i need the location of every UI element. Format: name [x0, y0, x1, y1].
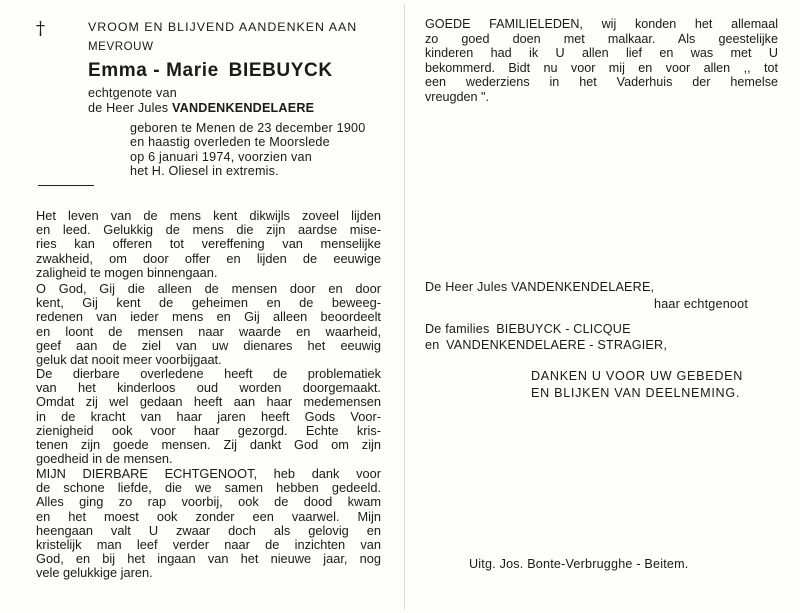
- text-line: vreugden ".: [425, 89, 489, 104]
- families-line-1: [425, 322, 631, 337]
- bio-line: het H. Oliesel in extremis.: [130, 164, 279, 179]
- bio-line: en haastig overleden te Moorslede: [130, 135, 330, 150]
- printer-credit: Uitg. Jos. Bonte-Verbrugghe - Beitem.: [469, 557, 689, 571]
- text-line: goedheid in de mensen.: [36, 451, 173, 467]
- text-line: kinderen had ik U allen lief en was met U: [425, 46, 778, 61]
- card-fold-line: [404, 4, 405, 609]
- text-line: God, en bij het ingaan van het nieuwe jaar, nog: [36, 551, 381, 567]
- text-line: GOEDE FAMILIELEDEN, wij konden het allemaal: [425, 17, 778, 31]
- text-line: zaligheid te mogen binnengaan.: [36, 264, 218, 280]
- text-line: De dierbare overledene heeft de problematiek: [36, 366, 381, 381]
- text-line: en het moest ook zonder een vaarwel. Mijn: [36, 508, 381, 524]
- deceased-first-name: Emma - Marie: [88, 60, 219, 81]
- text-line: Alles ging zo rap voorbij, ook de dood kwam: [36, 494, 381, 510]
- spouse-prefix: de Heer Jules: [88, 101, 169, 115]
- text-line: geluk dat nooit meer voorbijgaat.: [36, 352, 222, 368]
- divider: [38, 185, 94, 186]
- text-line: heengaan valt U zwaar doch als gelovig en: [36, 522, 381, 538]
- thanks-line-2: EN BLIJKEN VAN DEELNEMING.: [531, 386, 741, 400]
- bio-block: [130, 121, 365, 179]
- spouse-name: VANDENKENDELAERE: [172, 101, 315, 115]
- text-line: kent, Gij kent de geheimen en de beweeg-: [36, 295, 381, 311]
- text-line: een wederziens in het Vaderhuis der hemelse: [425, 75, 778, 90]
- families-names: VANDENKENDELAERE - STRAGIER,: [446, 338, 668, 352]
- text-line: en loont de mensen naar waarde en waarheid,: [36, 323, 381, 339]
- text-line: vele gelukkige jaren.: [36, 565, 153, 581]
- families-line-2: [425, 338, 667, 353]
- paragraph-family: [425, 17, 778, 105]
- text-line: in de kracht van haar jaren heeft Gods Voor-: [36, 408, 381, 424]
- bio-line: geboren te Menen de 23 december 1900: [130, 121, 366, 135]
- mourner-name: VANDENKENDELAERE,: [511, 280, 655, 294]
- heading: VROOM EN BLIJVEND AANDENKEN AAN: [88, 20, 358, 34]
- text-line: zwakheid, om door offer en lijden de eeuwige: [36, 250, 381, 266]
- families-prefix: De families: [425, 322, 490, 336]
- text-line: O God, Gij die alleen de mensen door en door: [36, 281, 381, 296]
- deceased-last-name: BIEBUYCK: [228, 60, 333, 81]
- text-line: geef aan de ziel van uw dienares het eeuwig: [36, 337, 381, 353]
- text-line: zo goed doen met malkaar. Als geestelijke: [425, 31, 778, 46]
- deceased-name: [88, 60, 333, 82]
- thanks-line-1: DANKEN U VOOR UW GEBEDEN: [531, 369, 744, 383]
- title-mevrouw: MEVROUW: [88, 41, 154, 53]
- bio-line: op 6 januari 1974, voorzien van: [130, 149, 312, 164]
- text-line: en leed. Gelukkig de mens die zijn aardse mise-: [36, 222, 381, 238]
- text-line: Omdat zij wel gedaan heeft aan haar medemensen: [36, 394, 381, 410]
- text-line: redenen van ieder mens en Gij alleen beoordeelt: [36, 309, 381, 325]
- families-prefix: en: [425, 338, 440, 352]
- text-line: tenen zijn goede mensen. Zij dankt God om zijn: [36, 437, 381, 453]
- text-line: ries kan offeren tot vereffening van menselijke: [36, 236, 381, 252]
- families-names: BIEBUYCK - CLICQUE: [496, 322, 631, 336]
- spouse-intro: echtgenote van: [88, 86, 177, 100]
- mourner-role: haar echtgenoot: [654, 297, 749, 311]
- spouse-line: [88, 101, 314, 116]
- mourner-husband: [425, 280, 654, 295]
- text-line: MIJN DIERBARE ECHTGENOOT, heb dank voor: [36, 466, 381, 481]
- paragraph-prayer: [36, 282, 381, 367]
- paragraph-husband: [36, 467, 381, 581]
- text-line: kristelijk man leef verder naar de inzichten van: [36, 537, 381, 553]
- text-line: van het kinderloos oud worden doorgemaakt.: [36, 380, 381, 396]
- text-line: bekommerd. Bidt nu voor mij en voor allen ,, tot: [425, 60, 778, 75]
- text-line: zienigheid ook voor haar gezorgd. Echte kris-: [36, 422, 381, 438]
- text-line: Het leven van de mens kent dikwijls zoveel lijden: [36, 208, 381, 223]
- paragraph-life: [36, 209, 381, 280]
- cross-icon: †: [36, 18, 45, 39]
- mourner-prefix: De Heer Jules: [425, 280, 508, 294]
- paragraph-deceased: [36, 367, 381, 466]
- text-line: de schone liefde, die we samen hebben gedeeld.: [36, 480, 381, 496]
